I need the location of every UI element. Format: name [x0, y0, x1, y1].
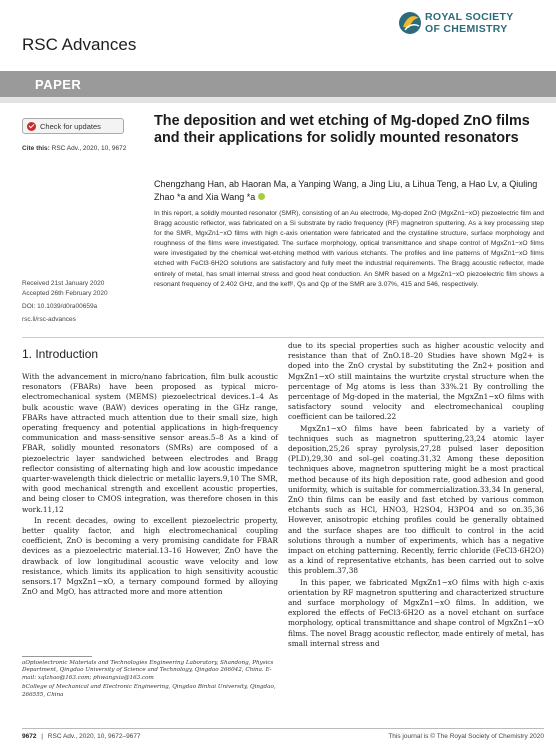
footer-divider	[22, 728, 544, 729]
page-number: 9672	[22, 733, 37, 740]
paragraph: MgxZn1−xO films have been fabricated by a variety of techniques such as magnetron sputtering,23,24 atomic layer deposition,25,26 spray pyrolysis,27,28 pulsed laser deposition (PLD),29,30 and sol–gel coating.31,32 Among these deposition techniques above, magnetron sputtering might be a most practical method because of its high deposition rate, good adhesion and good uniformity, which is suitable for commercialization.33,34 In general, ZnO thin films can be easily and fast etched by various common etchants such as HCl, HNO3, H2SO4, H3PO4 and so on.35,36 However, anisotropic etching profiles could be generally obtained and the surface shapes are too difficult to control in the acid solutions through a number of experiments, which has a negative impact on etching patterning. Recently, ferric chloride (FeCl3·6H2O) as a kind of representative etchants, has been carried out to solve this problem.37,38	[288, 423, 544, 576]
cite-label: Cite this:	[22, 145, 50, 152]
section-bar	[0, 71, 556, 97]
check-updates-label: Check for updates	[40, 121, 101, 131]
abstract: In this report, a solidly mounted resonator (SMR), consisting of an Au electrode, Mg-doped ZnO (MgxZn1−xO) piezoelectric film and Bragg acoustic reflector, was fabricated on a Si substrate by radio frequency (RF) magnetron sputtering. As a key processing step for the SMR, MgxZn1−xO films with high c-axis orientation were fabricated and the crystalline structure, surface morphology and roughness of the films were investigated. The surface morphology, optical transmittance and shape control of MgxZn1−xO films were investigated by the chemical wet-etching method with various etchants. The profiles and line patterns of MgxZn1−xO films etched with FeCl3·6H2O solutions are satisfactory and fully meet the industrial requirements. The Bragg acoustic reflector, made entirely of metal, has small internal stress and good heat conduction. An SMR based on a MgxZn1−xO piezoelectric film shows a resonant frequency of 2.402 GHz, and the keff², Qs and Qp of the SMR are 3.07%, 415 and 546, respectively.	[154, 210, 544, 288]
citation	[22, 145, 126, 152]
section-label: PAPER	[35, 77, 82, 92]
cite-text: RSC Adv., 2020, 10, 9672	[51, 145, 127, 152]
divider	[22, 337, 544, 338]
left-column	[22, 372, 278, 597]
footnote-a: aOptoelectronic Materials and Technologies Engineering Laboratory, Shandong, Physics Department, Qingdao University of Science and Technology, Qingdao 266042, China. E-mail: xqlzhao@163.com; phwangxia@163.com	[22, 660, 274, 681]
paragraph: In this paper, we fabricated MgxZn1−xO films with high c-axis orientation by RF magnetron sputtering and characterized structure and surface morphology of MgxZn1−xO films. In addition, we explored the effects of FeCl3·6H2O as a novel etchant on surface morphology, optical transmittance and shape control of MgxZn1−xO films. The novel Bragg acoustic reflector, made entirely of metal, has small internal stress and	[288, 577, 544, 648]
orcid-icon[interactable]	[258, 193, 265, 200]
doi-link[interactable]: DOI: 10.1039/d0ra00659a	[22, 303, 98, 310]
accepted-date: Accepted 26th February 2020	[22, 290, 108, 297]
journal-name: RSC Advances	[22, 35, 137, 54]
footnotes	[22, 660, 278, 699]
publisher-logo-text	[425, 11, 514, 35]
footer-citation: RSC Adv., 2020, 10, 9672–9677	[47, 733, 141, 740]
check-updates-icon	[27, 122, 36, 131]
footnote-b: bCollege of Mechanical and Electronic Engineering, Qingdao Binhai University, Qingdao, 266555, China	[22, 684, 276, 698]
author-list	[154, 178, 539, 204]
right-column	[288, 341, 544, 649]
section-bar-shadow	[0, 97, 556, 103]
logo-line-2: OF CHEMISTRY	[425, 23, 508, 35]
section-heading: 1. Introduction	[22, 347, 99, 361]
footer-left	[22, 733, 141, 740]
paragraph: due to its special properties such as higher acoustic velocity and resistance than that of ZnO.18–20 Studies have shown Mg2+ is doped into the ZnO crystal by substituting the Zn2+ position and MgxZn1−xO still maintains the wurtzite crystal structure when the percentage of Mg atoms is less than 33%.21 By controlling the percentage of Mg-doped in the material, the MgxZn1−xO films with satisfactory sound velocity and electromechanical coupling coefficient can be tailored.22	[288, 341, 544, 422]
logo-line-1: ROYAL SOCIETY	[425, 11, 514, 23]
article-title: The deposition and wet etching of Mg-doped ZnO films and their applications for solidly mounted resonators	[154, 113, 530, 146]
paragraph: In recent decades, owing to excellent piezoelectric property, better quality factor, and high electromechanical coupling coefficient, ZnO is becoming a very promising candidate for FBAR devices as a piezoelectric material.13–16 However, ZnO have the drawback of low longitudinal acoustic wave velocity and low resistance, which limits its application to high sensitivity acoustic sensors.17 MgxZn1−xO, a ternary compound formed by alloying ZnO and MgO, has attracted more and more attention	[22, 515, 278, 597]
journal-site-link[interactable]: rsc.li/rsc-advances	[22, 316, 76, 323]
paragraph: With the advancement in micro/nano fabrication, film bulk acoustic resonators (FBARs) have been proposed as typical micro-electromechanical system (MEMS) piezoelectrical devices.1–4 As bulk acoustic wave (BAW) devices operating in the GHz range, FBARs have attracted much attention due to their small size, high operating frequency and potential applications in high-frequency communication and mass-sensitive sensor areas.5–8 As a kind of FBAR, solidly mounted resonators (SMRs) are composed of a piezoelectric layer sandwiched between electrodes and Bragg reflector consisting of alternating high and low acoustic impedance quarter-wavelength thick dielectric or metallic layers.9,10 The SMR, with good mechanical strength and excellent acoustic properties, and being closer to CMOS integration, was therefore chosen in this work.11,12	[22, 372, 278, 514]
footer-separator: |	[41, 733, 43, 740]
check-updates-button[interactable]	[22, 118, 124, 134]
author-names: Chengzhang Han, ab Haoran Ma, a Yanping Wang, a Jing Liu, a Lihua Teng, a Hao Lv, a Qiuling Zhao *a and Xia Wang *a	[154, 179, 538, 202]
footer-copyright: This journal is © The Royal Society of Chemistry 2020	[388, 733, 544, 740]
footnote-divider	[22, 656, 92, 657]
received-date: Received 21st January 2020	[22, 280, 105, 287]
